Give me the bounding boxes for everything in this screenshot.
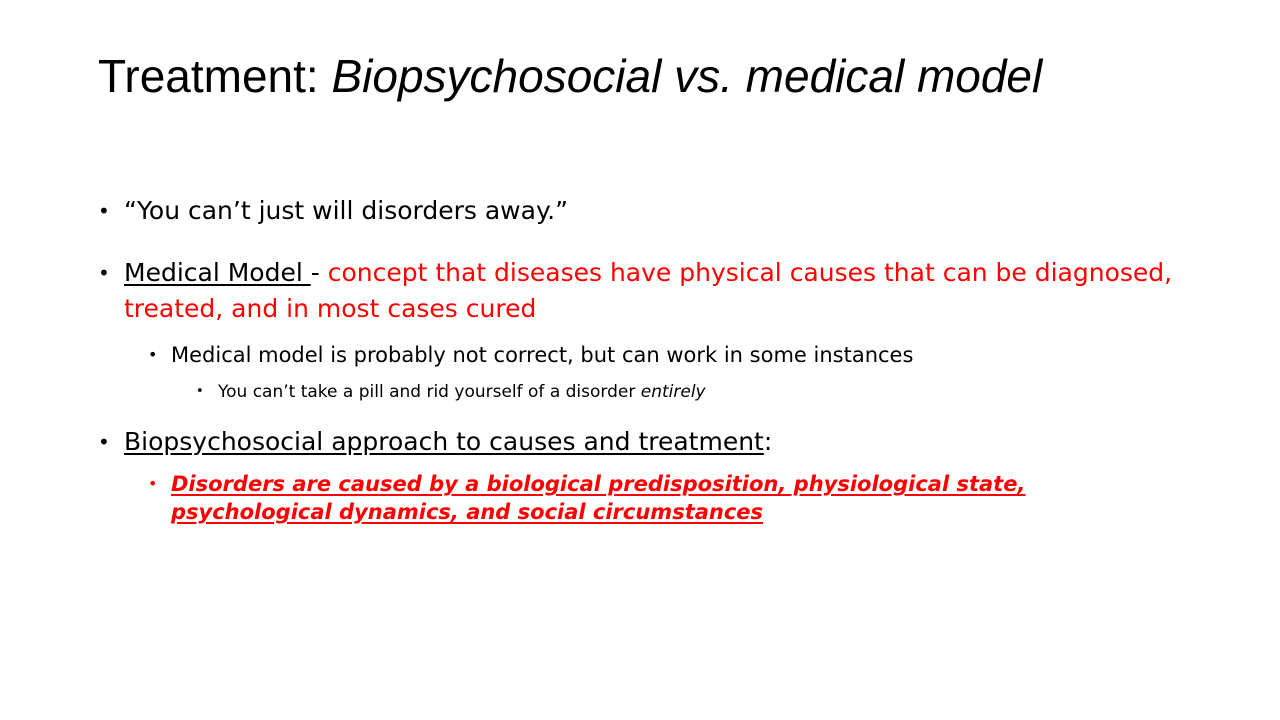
slide-title <box>98 48 1198 104</box>
medical-model-definition: concept that diseases have physical causes that can be diagnosed, treated, and in most cases cured <box>124 258 1173 323</box>
bullet-medical-model <box>98 255 1184 327</box>
bullet-biopsychosocial <box>98 424 1184 460</box>
bullet-dot: • <box>98 261 110 285</box>
pill-text-italic: entirely <box>640 382 706 402</box>
bullet-dot: • <box>98 430 110 454</box>
pill-text: You can’t take a pill and rid yourself of a disorder <box>218 382 641 402</box>
bullet-dot: • <box>148 345 158 364</box>
biopsychosocial-suffix: : <box>763 427 773 456</box>
title-italic: Biopsychosocial vs. medical model <box>331 50 1043 102</box>
bullet-dot: • <box>148 474 158 493</box>
sub-bullet-medical-model-note <box>148 341 1161 369</box>
bullet-dot: • <box>98 199 110 223</box>
disorders-cause-text: Disorders are caused by a biological predisposition, physiological state, psychological dynamics, and social circumstances <box>171 472 1026 524</box>
sub-sub-bullet-pill <box>196 380 1158 404</box>
title-plain: Treatment: <box>98 50 332 102</box>
sub-bullet-disorders-cause <box>148 470 1161 526</box>
medical-model-separator: - <box>310 258 328 287</box>
medical-model-note: Medical model is probably not correct, but can work in some instances <box>171 343 914 367</box>
biopsychosocial-term: Biopsychosocial approach to causes and treatment <box>124 427 764 456</box>
bullet-dot: • <box>196 384 204 399</box>
bullet-quote <box>98 193 1184 229</box>
quote-text: “You can’t just will disorders away.” <box>124 196 569 225</box>
medical-model-term: Medical Model <box>124 258 311 287</box>
